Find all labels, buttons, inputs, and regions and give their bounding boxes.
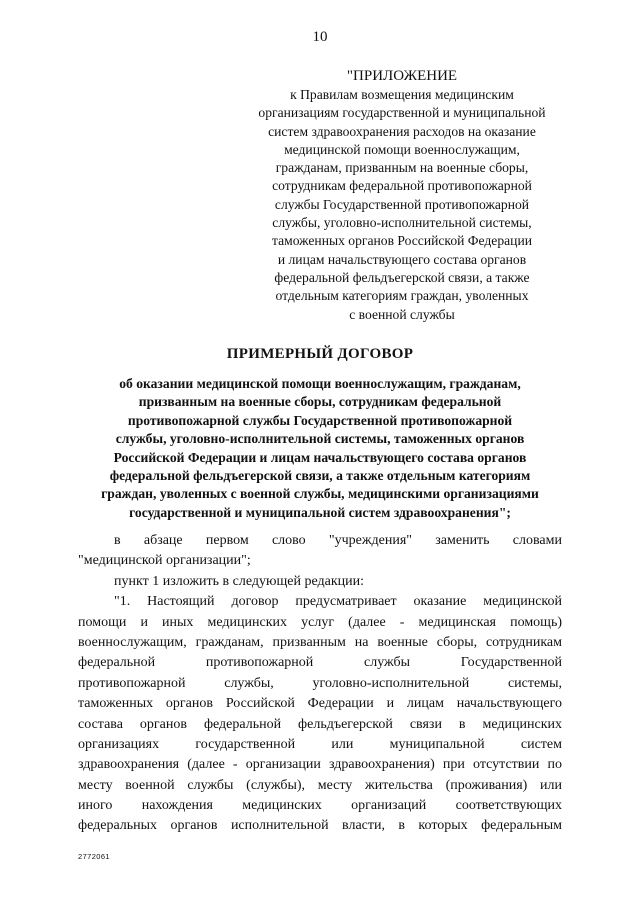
body-line: пункт 1 изложить в следующей редакции: (114, 573, 364, 589)
appendix-line: отдельным категориям граждан, уволенных (275, 288, 529, 304)
subtitle-line: государственной и муниципальной систем здравоохранения"; (129, 504, 511, 520)
body-line: военнослужащим, гражданам, призванным на военные сборы, сотрудникам (78, 634, 562, 650)
body-line: организациях государственной или муниципальной систем (78, 736, 562, 752)
appendix-line: гражданам, призванным на военные сборы, (275, 160, 529, 176)
contract-subtitle (70, 375, 570, 522)
appendix-header (232, 66, 572, 324)
body-line: иного нахождения медицинских организаций соответствующих (78, 798, 562, 814)
appendix-line: федеральной фельдъегерской связи, а также (274, 269, 530, 285)
body-line: федеральных органов исполнительной власти, в которых федеральным (78, 818, 562, 834)
appendix-line: службы Государственной противопожарной (274, 196, 530, 212)
appendix-line: и лицам начальствующего состава органов (277, 251, 527, 267)
body-line: месту военной службы (службы), месту жительства (проживания) или (78, 777, 562, 793)
body-line: "медицинской организации"; (78, 553, 251, 569)
body-line: в абзаце первом слово "учреждения" заменить словами (114, 533, 562, 548)
body-text (78, 531, 562, 837)
body-line: "1. Настоящий договор предусматривает оказание медицинской (114, 594, 562, 610)
appendix-line: систем здравоохранения расходов на оказание (268, 123, 536, 139)
appendix-line: медицинской помощи военнослужащим, (284, 141, 520, 157)
body-line: здравоохранения (далее - организации здравоохранения) при отсутствии по (78, 757, 562, 773)
body-line: таможенных органов Российской Федерации и лицам начальствующего (78, 696, 562, 712)
appendix-line: организациям государственной и муниципальной (258, 105, 546, 121)
contract-title: ПРИМЕРНЫЙ ДОГОВОР (226, 346, 414, 362)
appendix-line: службы, уголовно-исполнительной системы, (272, 215, 532, 231)
appendix-line: к Правилам возмещения медицинским (290, 87, 514, 102)
subtitle-line: службы, уголовно-исполнительной системы, таможенных органов (115, 431, 525, 447)
page-number: 10 (312, 29, 328, 45)
appendix-line: сотрудникам федеральной противопожарной (272, 178, 532, 194)
subtitle-line: противопожарной службы Государственной противопожарной (127, 412, 513, 428)
body-line: помощи и иных медицинских услуг (далее - медицинская помощь) (78, 614, 562, 630)
appendix-line: с военной службы (349, 306, 455, 322)
subtitle-line: призванным на военные сборы, сотрудникам федеральной (138, 394, 502, 410)
body-line: федеральной противопожарной службы Государственной (78, 655, 562, 671)
body-line: состава органов федеральной фельдъегерской связи в медицинских (78, 716, 562, 732)
appendix-title: "ПРИЛОЖЕНИЕ (346, 68, 458, 84)
subtitle-line: граждан, уволенных с военной службы, медицинскими организациями (101, 486, 539, 502)
body-line: противопожарной службы, уголовно-исполнительной системы, (78, 675, 562, 691)
subtitle-line: федеральной фельдъегерской связи, а также отдельным категориям (109, 468, 531, 484)
appendix-line: таможенных органов Российской Федерации (271, 233, 532, 249)
subtitle-line: об оказании медицинской помощи военнослужащим, гражданам, (119, 376, 521, 391)
document-code: 2772061 (78, 852, 110, 861)
subtitle-line: Российской Федерации и лицам начальствующего состава органов (113, 449, 527, 465)
